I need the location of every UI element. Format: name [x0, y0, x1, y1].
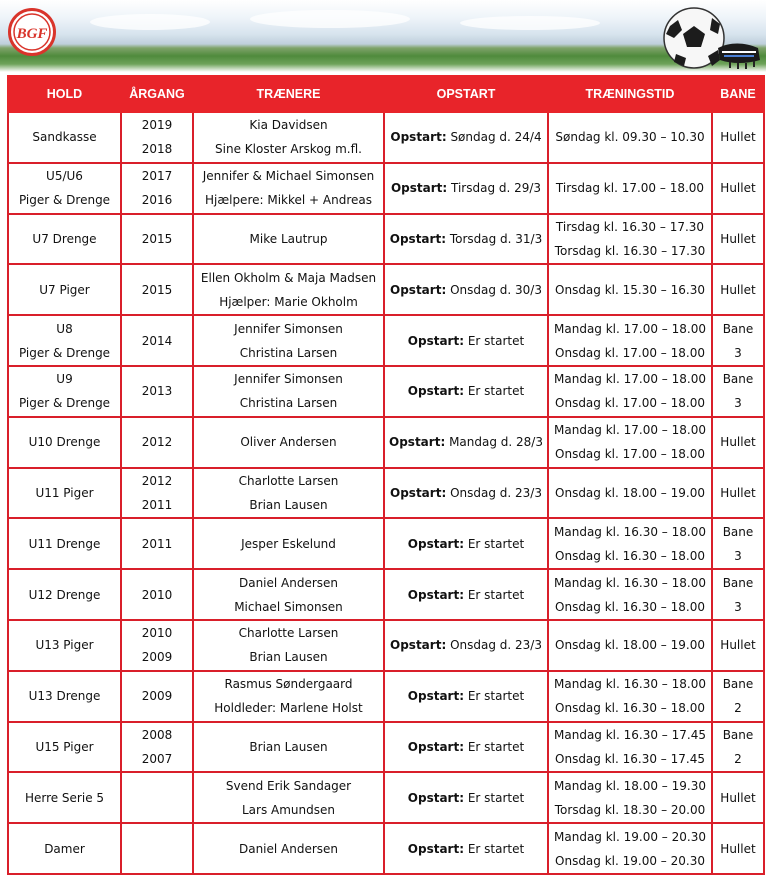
opstart-label: Opstart: — [389, 435, 446, 450]
aargang-line: 2012 — [141, 473, 173, 488]
aargang-cell — [121, 264, 193, 315]
traenere-line: Lars Amundsen — [241, 802, 335, 817]
traenere-line: Hjælpere: Mikkel + Andreas — [204, 193, 373, 208]
opstart-label: Opstart: — [407, 333, 465, 348]
col-header-hold: HOLD — [8, 76, 121, 112]
bane-line: Hullet — [720, 435, 756, 450]
opstart-label: Opstart: — [390, 181, 448, 196]
table-row — [8, 163, 764, 214]
hold-line: Piger & Drenge — [18, 396, 111, 411]
aargang-line: 2015 — [141, 231, 173, 246]
traeningstid-line: Mandag kl. 19.00 – 20.30 — [554, 829, 706, 844]
hold-line: U15 Piger — [35, 739, 94, 754]
hold-line: U7 Drenge — [32, 231, 97, 246]
aargang-line: 2018 — [141, 142, 173, 157]
traeningstid-line: Torsdag kl. 16.30 – 17.30 — [554, 243, 706, 258]
traeningstid-line: Mandag kl. 16.30 – 18.00 — [554, 575, 706, 590]
hold-cell — [8, 417, 121, 468]
hold-cell — [8, 620, 121, 671]
bane-line: Bane — [722, 677, 754, 692]
table-row — [8, 366, 764, 417]
opstart-cell — [384, 518, 548, 569]
opstart-cell — [384, 823, 548, 874]
aargang-line: 2015 — [141, 282, 173, 297]
hold-line: U10 Drenge — [28, 435, 101, 450]
bane-cell — [712, 163, 764, 214]
traeningstid-cell — [548, 214, 712, 265]
opstart-value: Tirsdag d. 29/3 — [447, 181, 542, 196]
aargang-line: 2010 — [141, 626, 173, 641]
aargang-cell — [121, 112, 193, 163]
traenere-line: Jennifer & Michael Simonsen — [202, 169, 375, 184]
opstart-value: Er startet — [464, 841, 525, 856]
opstart-value: Er startet — [464, 739, 525, 754]
opstart-cell — [384, 722, 548, 773]
traenere-cell — [193, 518, 384, 569]
bane-cell — [712, 112, 764, 163]
table-header-row — [8, 76, 764, 112]
traeningstid-line: Onsdag kl. 17.00 – 18.00 — [555, 345, 705, 360]
bane-cell — [712, 671, 764, 722]
traenere-cell — [193, 620, 384, 671]
bane-cell — [712, 823, 764, 874]
bane-line: 3 — [734, 548, 742, 563]
traenere-cell — [193, 366, 384, 417]
traeningstid-cell — [548, 620, 712, 671]
bane-cell — [712, 620, 764, 671]
aargang-cell — [121, 569, 193, 620]
bane-line: Bane — [722, 727, 754, 742]
table-row — [8, 671, 764, 722]
traenere-line: Michael Simonsen — [234, 599, 343, 614]
traeningstid-line: Onsdag kl. 16.30 – 17.45 — [555, 751, 705, 766]
traeningstid-cell — [548, 163, 712, 214]
traeningstid-line: Onsdag kl. 17.00 – 18.00 — [555, 396, 705, 411]
traenere-line: Jennifer Simonsen — [234, 321, 343, 336]
hold-cell — [8, 722, 121, 773]
opstart-label: Opstart: — [407, 536, 465, 551]
opstart-value: Er startet — [464, 587, 525, 602]
opstart-label: Opstart: — [407, 587, 465, 602]
bane-line: 3 — [734, 396, 742, 411]
bane-line: Hullet — [720, 130, 756, 145]
table-row — [8, 112, 764, 163]
aargang-line: 2007 — [141, 751, 173, 766]
hold-cell — [8, 823, 121, 874]
opstart-label: Opstart: — [390, 485, 447, 500]
header-banner — [0, 0, 766, 72]
traeningstid-line: Mandag kl. 18.00 – 19.30 — [554, 778, 706, 793]
opstart-label: Opstart: — [390, 638, 447, 653]
table-row — [8, 722, 764, 773]
traeningstid-line: Onsdag kl. 17.00 – 18.00 — [555, 447, 705, 462]
table-row — [8, 518, 764, 569]
opstart-value: Mandag d. 28/3 — [445, 435, 543, 450]
bane-line: Bane — [722, 524, 754, 539]
traeningstid-cell — [548, 772, 712, 823]
opstart-value: Er startet — [464, 384, 525, 399]
hold-line: U11 Drenge — [28, 536, 101, 551]
opstart-cell — [384, 315, 548, 366]
aargang-cell — [121, 671, 193, 722]
traenere-line: Holdleder: Marlene Holst — [214, 701, 363, 716]
opstart-label: Opstart: — [407, 790, 465, 805]
traeningstid-line: Tirsdag kl. 17.00 – 18.00 — [555, 181, 705, 196]
traeningstid-line: Onsdag kl. 16.30 – 18.00 — [555, 599, 705, 614]
aargang-cell — [121, 315, 193, 366]
bane-line: Bane — [722, 372, 754, 387]
traenere-line: Hjælper: Marie Okholm — [219, 294, 358, 309]
hold-cell — [8, 468, 121, 519]
hold-cell — [8, 264, 121, 315]
logo-text: BGF — [16, 26, 48, 42]
hold-cell — [8, 518, 121, 569]
opstart-value: Er startet — [464, 689, 525, 704]
bane-line: 2 — [734, 751, 742, 766]
opstart-value: Onsdag d. 23/3 — [446, 638, 542, 653]
traeningstid-cell — [548, 264, 712, 315]
opstart-cell — [384, 569, 548, 620]
traeningstid-line: Onsdag kl. 18.00 – 19.00 — [555, 638, 705, 653]
traenere-cell — [193, 671, 384, 722]
table-row — [8, 468, 764, 519]
aargang-line: 2019 — [141, 118, 173, 133]
opstart-value: Er startet — [464, 536, 525, 551]
traenere-line: Ellen Okholm & Maja Madsen — [200, 270, 377, 285]
table-row — [8, 620, 764, 671]
traenere-line: Daniel Andersen — [238, 575, 339, 590]
col-header-traeningstid: TRÆNINGSTID — [548, 76, 712, 112]
hold-cell — [8, 569, 121, 620]
bane-line: 2 — [734, 701, 742, 716]
hold-cell — [8, 366, 121, 417]
opstart-cell — [384, 264, 548, 315]
traeningstid-cell — [548, 823, 712, 874]
opstart-cell — [384, 163, 548, 214]
traenere-line: Brian Lausen — [249, 739, 328, 754]
opstart-cell — [384, 468, 548, 519]
aargang-cell — [121, 214, 193, 265]
traenere-line: Brian Lausen — [249, 497, 328, 512]
traenere-line: Oliver Andersen — [240, 435, 337, 450]
table-row — [8, 772, 764, 823]
aargang-line: 2016 — [141, 193, 173, 208]
hold-line: U9 — [56, 372, 73, 387]
traeningstid-line: Tirsdag kl. 16.30 – 17.30 — [555, 219, 705, 234]
opstart-cell — [384, 214, 548, 265]
traeningstid-line: Onsdag kl. 15.30 – 16.30 — [555, 282, 705, 297]
bane-cell — [712, 772, 764, 823]
aargang-line: 2009 — [141, 650, 173, 665]
bane-cell — [712, 468, 764, 519]
aargang-cell — [121, 518, 193, 569]
hold-line: U7 Piger — [39, 282, 90, 297]
hold-line: U5/U6 — [46, 169, 83, 184]
opstart-value: Onsdag d. 30/3 — [446, 282, 542, 297]
traenere-cell — [193, 772, 384, 823]
aargang-line: 2009 — [141, 689, 173, 704]
hold-cell — [8, 772, 121, 823]
traenere-line: Jennifer Simonsen — [234, 372, 343, 387]
traenere-line: Christina Larsen — [239, 345, 338, 360]
opstart-label: Opstart: — [390, 130, 447, 145]
col-header-opstart: OPSTART — [384, 76, 548, 112]
traeningstid-line: Mandag kl. 16.30 – 18.00 — [554, 677, 706, 692]
bane-line: Hullet — [720, 231, 756, 246]
bane-line: Hullet — [720, 841, 756, 856]
aargang-line: 2008 — [141, 727, 173, 742]
traenere-cell — [193, 264, 384, 315]
bane-line: Hullet — [720, 282, 756, 297]
aargang-cell — [121, 417, 193, 468]
traenere-line: Brian Lausen — [249, 650, 328, 665]
hold-cell — [8, 112, 121, 163]
opstart-cell — [384, 366, 548, 417]
traenere-line: Kia Davidsen — [249, 118, 328, 133]
hold-cell — [8, 671, 121, 722]
bane-cell — [712, 214, 764, 265]
traeningstid-line: Onsdag kl. 16.30 – 18.00 — [555, 701, 705, 716]
table-row — [8, 823, 764, 874]
aargang-cell — [121, 468, 193, 519]
aargang-cell — [121, 823, 193, 874]
bane-line: Hullet — [720, 790, 756, 805]
col-header-traenere: TRÆNERE — [193, 76, 384, 112]
bane-cell — [712, 366, 764, 417]
hold-line: U8 — [56, 321, 73, 336]
opstart-value: Torsdag d. 31/3 — [446, 231, 543, 246]
opstart-label: Opstart: — [407, 384, 465, 399]
aargang-cell — [121, 163, 193, 214]
aargang-line: 2017 — [141, 169, 173, 184]
bane-cell — [712, 417, 764, 468]
traenere-line: Rasmus Søndergaard — [224, 677, 353, 692]
traenere-line: Daniel Andersen — [238, 841, 339, 856]
traeningstid-cell — [548, 671, 712, 722]
traeningstid-cell — [548, 569, 712, 620]
bane-line: Bane — [722, 575, 754, 590]
table-row — [8, 417, 764, 468]
traeningstid-line: Mandag kl. 17.00 – 18.00 — [554, 423, 706, 438]
bane-cell — [712, 315, 764, 366]
traenere-line: Christina Larsen — [239, 396, 338, 411]
traeningstid-line: Mandag kl. 17.00 – 18.00 — [554, 321, 706, 336]
traenere-line: Jesper Eskelund — [241, 536, 336, 551]
bane-line: Hullet — [720, 485, 756, 500]
opstart-value: Søndag d. 24/4 — [446, 130, 542, 145]
aargang-line: 2013 — [141, 384, 173, 399]
traeningstid-cell — [548, 366, 712, 417]
traeningstid-line: Onsdag kl. 16.30 – 18.00 — [555, 548, 705, 563]
traenere-line: Mike Lautrup — [249, 231, 328, 246]
bane-cell — [712, 722, 764, 773]
traeningstid-cell — [548, 468, 712, 519]
traeningstid-cell — [548, 722, 712, 773]
aargang-cell — [121, 620, 193, 671]
traenere-cell — [193, 823, 384, 874]
hold-line: Sandkasse — [32, 130, 97, 145]
traenere-cell — [193, 468, 384, 519]
bane-line: Hullet — [720, 638, 756, 653]
opstart-label: Opstart: — [407, 841, 465, 856]
opstart-cell — [384, 417, 548, 468]
traenere-cell — [193, 163, 384, 214]
hold-cell — [8, 214, 121, 265]
hold-cell — [8, 315, 121, 366]
opstart-value: Onsdag d. 23/3 — [446, 485, 542, 500]
opstart-value: Er startet — [464, 333, 525, 348]
club-logo — [8, 8, 56, 56]
aargang-cell — [121, 722, 193, 773]
bane-line: Hullet — [720, 181, 756, 196]
bane-cell — [712, 569, 764, 620]
opstart-cell — [384, 772, 548, 823]
traenere-cell — [193, 722, 384, 773]
bane-line: 3 — [734, 345, 742, 360]
aargang-line: 2010 — [141, 587, 173, 602]
bane-line: 3 — [734, 599, 742, 614]
aargang-line: 2012 — [141, 435, 173, 450]
bane-line: Bane — [722, 321, 754, 336]
traeningstid-line: Søndag kl. 09.30 – 10.30 — [555, 130, 705, 145]
traenere-cell — [193, 315, 384, 366]
hold-line: Damer — [44, 841, 85, 856]
traenere-line: Charlotte Larsen — [238, 626, 339, 641]
aargang-cell — [121, 366, 193, 417]
traeningstid-line: Onsdag kl. 18.00 – 19.00 — [555, 485, 705, 500]
table-row — [8, 315, 764, 366]
traenere-cell — [193, 569, 384, 620]
hold-line: U12 Drenge — [28, 587, 101, 602]
traenere-cell — [193, 214, 384, 265]
traeningstid-line: Onsdag kl. 19.00 – 20.30 — [555, 853, 705, 868]
aargang-line: 2011 — [141, 536, 173, 551]
hold-line: U13 Drenge — [28, 689, 101, 704]
traeningstid-line: Torsdag kl. 18.30 – 20.00 — [554, 802, 706, 817]
traeningstid-line: Mandag kl. 16.30 – 17.45 — [554, 727, 706, 742]
traeningstid-cell — [548, 112, 712, 163]
table-row — [8, 214, 764, 265]
col-header-bane: BANE — [712, 76, 764, 112]
opstart-label: Opstart: — [389, 231, 446, 246]
hold-line: Piger & Drenge — [18, 193, 111, 208]
hold-line: U11 Piger — [35, 485, 94, 500]
traeningstid-cell — [548, 315, 712, 366]
opstart-value: Er startet — [464, 790, 525, 805]
training-schedule-table — [7, 75, 765, 875]
opstart-label: Opstart: — [407, 689, 465, 704]
bane-cell — [712, 518, 764, 569]
traenere-line: Sine Kloster Arskog m.fl. — [215, 142, 362, 157]
traeningstid-line: Mandag kl. 17.00 – 18.00 — [554, 372, 706, 387]
hold-line: Piger & Drenge — [18, 345, 111, 360]
aargang-line: 2011 — [141, 497, 173, 512]
traeningstid-cell — [548, 417, 712, 468]
traenere-cell — [193, 112, 384, 163]
traenere-line: Svend Erik Sandager — [225, 778, 352, 793]
opstart-label: Opstart: — [407, 739, 465, 754]
opstart-cell — [384, 620, 548, 671]
col-header-aargang: ÅRGANG — [121, 76, 193, 112]
opstart-cell — [384, 112, 548, 163]
traeningstid-line: Mandag kl. 16.30 – 18.00 — [554, 524, 706, 539]
bane-cell — [712, 264, 764, 315]
table-row — [8, 264, 764, 315]
hold-line: U13 Piger — [35, 638, 94, 653]
opstart-label: Opstart: — [390, 282, 447, 297]
table-row — [8, 569, 764, 620]
hold-line: Herre Serie 5 — [24, 790, 105, 805]
aargang-cell — [121, 772, 193, 823]
traenere-line: Charlotte Larsen — [238, 473, 339, 488]
opstart-cell — [384, 671, 548, 722]
traeningstid-cell — [548, 518, 712, 569]
aargang-line: 2014 — [141, 333, 173, 348]
football-icon — [660, 4, 766, 74]
hold-cell — [8, 163, 121, 214]
traenere-cell — [193, 417, 384, 468]
